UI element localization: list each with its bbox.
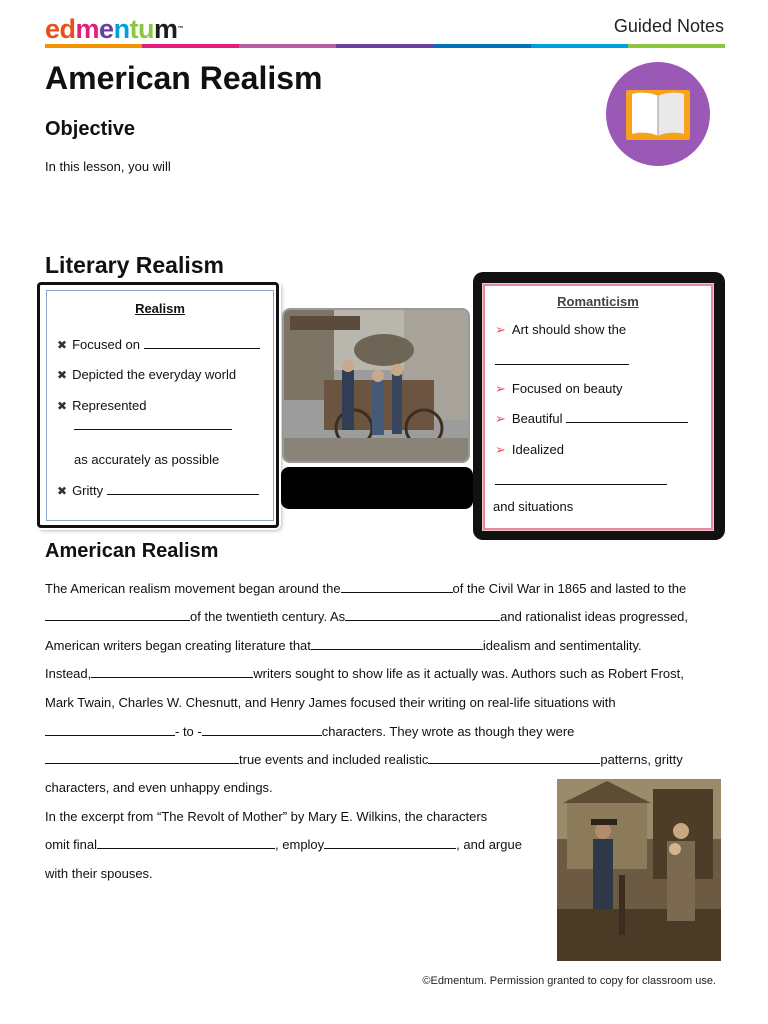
x-mark-icon: ✖ (57, 484, 68, 498)
x-mark-icon: ✖ (57, 399, 68, 413)
romanticism-tail: and situations (493, 499, 574, 514)
realism-painting-frame (282, 308, 470, 463)
romanticism-box (473, 272, 725, 540)
farm-couple-painting (557, 779, 721, 961)
dock-workers-painting (284, 310, 468, 461)
romanticism-item-beauty: ➢ Focused on beauty (495, 381, 623, 396)
realism-item-gritty: ✖ Gritty (57, 483, 259, 498)
x-mark-icon: ✖ (57, 368, 68, 382)
paragraph-line: of the twentieth century. As and rationalist ideas progressed, (45, 609, 688, 624)
paragraph-line: omit final , employ , and argue (45, 837, 522, 852)
realism-box (37, 282, 279, 528)
objective-intro: In this lesson, you will (45, 159, 171, 174)
paragraph-line: true events and included realistic patterns, gritty (45, 752, 683, 767)
painting-shadow (281, 467, 473, 509)
paragraph-line: Instead, writers sought to show life as it actually was. Authors such as Robert Frost, (45, 666, 684, 681)
arrow-right-icon: ➢ (495, 322, 506, 337)
romanticism-item-art: ➢ Art should show the (495, 322, 627, 337)
paragraph-line: with their spouses. (45, 866, 153, 881)
realism-item-focused: ✖ Focused on (57, 337, 260, 352)
arrow-right-icon: ➢ (495, 411, 506, 426)
romanticism-blank-1 (495, 350, 629, 368)
realism-blank (74, 415, 232, 433)
romanticism-title: Romanticism (557, 294, 639, 309)
paragraph-line: characters, and even unhappy endings. (45, 780, 273, 795)
romanticism-item-idealized: ➢ Idealized (495, 442, 564, 457)
realism-item-represented: ✖ Represented (57, 398, 147, 413)
realism-title: Realism (135, 301, 185, 316)
paragraph-line: In the excerpt from “The Revolt of Mother” by Mary E. Wilkins, the characters (45, 809, 488, 824)
objective-heading: Objective (45, 118, 136, 140)
american-realism-heading: American Realism (45, 540, 219, 562)
realism-item-everyday: ✖ Depicted the everyday world (57, 367, 237, 382)
x-mark-icon: ✖ (57, 338, 68, 352)
arrow-right-icon: ➢ (495, 442, 506, 457)
paragraph-line: Mark Twain, Charles W. Chesnutt, and Henry James focused their writing on real-life situations with (45, 695, 616, 710)
romanticism-item-beautiful: ➢ Beautiful (495, 411, 688, 427)
paragraph-line: American writers began creating literature that idealism and sentimentality. (45, 638, 642, 653)
paragraph-line: The American realism movement began around the of the Civil War in 1865 and lasted to the (45, 581, 687, 596)
literary-realism-heading: Literary Realism (45, 252, 224, 278)
realism-item-accurately: as accurately as possible (74, 452, 220, 467)
paragraph-line: - to - characters. They wrote as though they were (45, 724, 574, 739)
copyright-footer: ©Edmentum. Permission granted to copy for classroom use. (422, 975, 716, 987)
romanticism-blank-2 (495, 470, 667, 488)
page-title: American Realism (45, 60, 323, 96)
book-icon (624, 88, 692, 144)
arrow-right-icon: ➢ (495, 381, 506, 396)
guided-notes-label: Guided Notes (613, 16, 724, 36)
edmentum-logo: edmentum™ (45, 14, 184, 44)
rainbow-divider (45, 44, 725, 48)
